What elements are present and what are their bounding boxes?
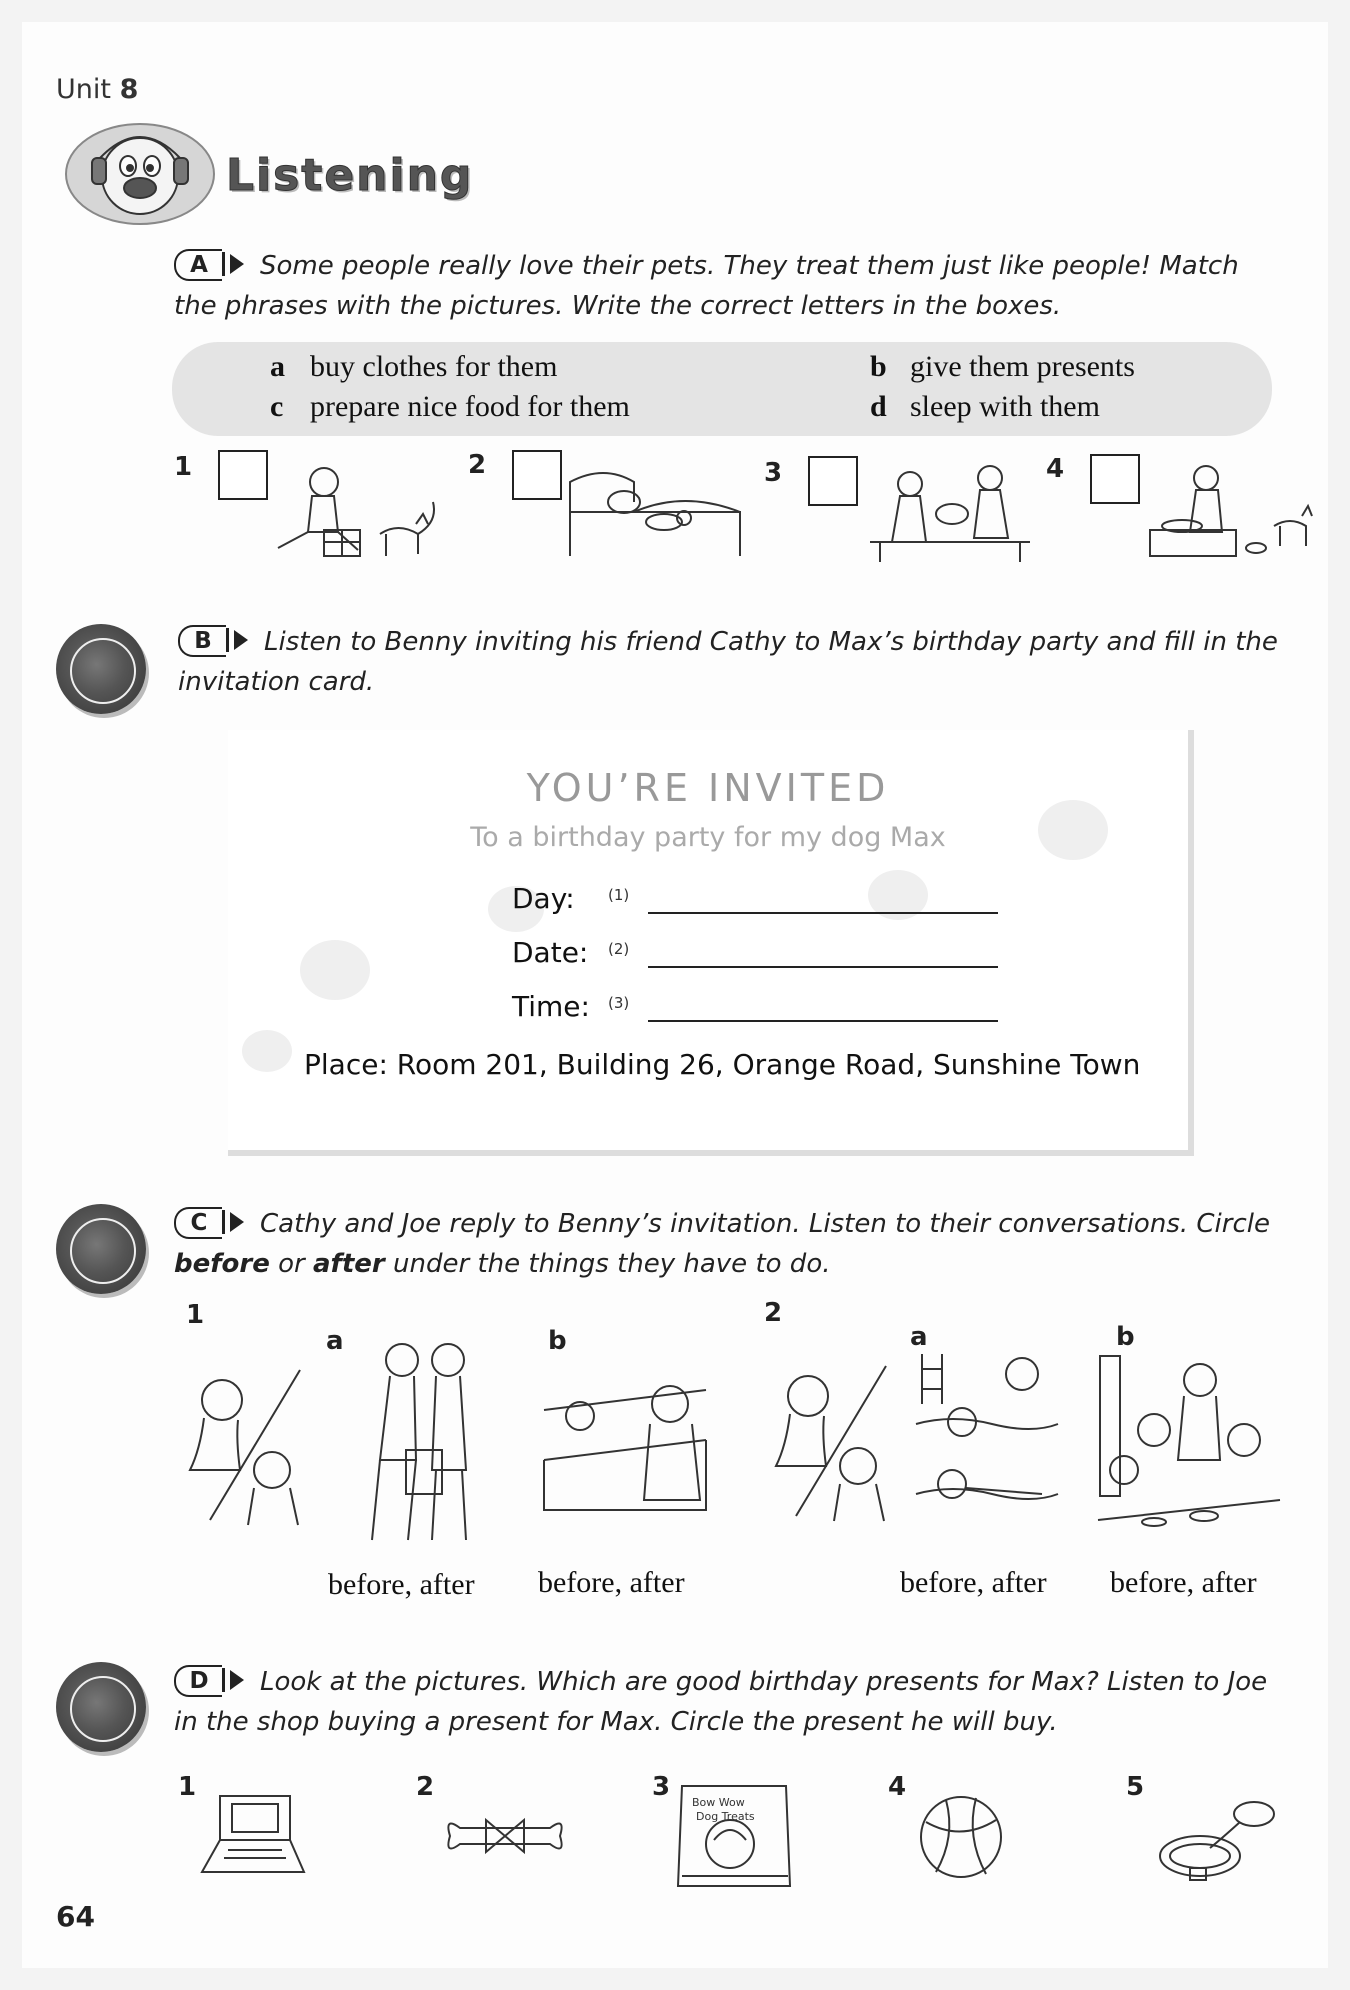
treats-label-2: Dog Treats [696,1810,755,1823]
bone-with-bow-icon[interactable] [440,1806,570,1866]
d-item-number: 1 [178,1772,197,1802]
c-option-letter: a [910,1322,928,1352]
exercise-b-instruction: B Listen to Benny inviting his friend Cathy to Max’s birthday party and fill in the invitation card. [178,627,1278,697]
exercise-d-badge: D [174,1665,248,1695]
c-option-letter: a [326,1326,344,1356]
phrase-b: b give them presents [870,350,1135,383]
a-item-number: 1 [174,452,193,482]
time-label: Time: [512,990,590,1023]
phrase-c: c prepare nice food for them [270,390,630,423]
c-group-number: 1 [186,1300,205,1330]
ball-icon[interactable] [916,1792,1006,1882]
family-dinner-icon [1094,1350,1284,1550]
answer-box-1[interactable] [218,450,268,500]
d-item-number: 4 [888,1772,907,1802]
d-item-number: 3 [652,1772,671,1802]
exercise-a-instruction: A Some people really love their pets. They treat them just like people! Match the phrases with the pictures. Write the correct letters in the boxes. [174,251,1239,321]
c-option-letter: b [548,1326,567,1356]
girls-dressing-dog-icon [860,462,1040,564]
time-number: (3) [608,994,630,1012]
cd-audio-icon[interactable] [56,1662,146,1752]
paw-print-icon [242,1030,292,1072]
exercise-c-badge: C [174,1207,248,1237]
dog-collar-leash-icon[interactable] [1150,1790,1280,1886]
a-item-number: 3 [764,458,783,488]
people-at-counter-icon [540,1370,710,1520]
day-label: Day: [512,882,575,915]
date-number: (2) [608,940,630,958]
day-answer-line[interactable] [648,912,998,914]
invitation-heading: YOU’RE INVITED [526,766,890,810]
day-number: (1) [608,886,630,904]
page-number: 64 [56,1900,95,1933]
exercise-a-badge: A [174,249,248,279]
answer-box-3[interactable] [808,456,858,506]
c-option-letter: b [1116,1322,1135,1352]
exercise-c-instruction: C Cathy and Joe reply to Benny’s invitation. Listen to their conversations. Circle before or after under the things they have to do. [174,1209,1270,1279]
invitation-card [228,730,1194,1156]
girl-sleeping-with-dog-icon [564,462,744,562]
choice-1b[interactable]: before, after [538,1566,685,1599]
dog-treats-bag-icon[interactable] [676,1780,796,1892]
a-item-number: 2 [468,450,487,480]
cd-audio-icon[interactable] [56,624,146,714]
section-title: Listening [226,150,474,201]
answer-box-2[interactable] [512,450,562,500]
kids-swimming-icon [912,1344,1062,1544]
boy-giving-present-to-cat-icon [268,462,448,562]
treats-label-1: Bow Wow [692,1796,745,1809]
a-item-number: 4 [1046,454,1065,484]
date-label: Date: [512,936,589,969]
choice-1a[interactable]: before, after [328,1568,475,1601]
exercise-d-instruction: D Look at the pictures. Which are good birthday presents for Max? Listen to Joe in the shop buying a present for Max. Circle the present he will buy. [174,1667,1268,1737]
dog-headphones-logo-icon [60,118,220,230]
phone-call-icon [180,1360,310,1530]
girls-shopping-icon [336,1330,496,1560]
time-answer-line[interactable] [648,1020,998,1022]
paw-print-icon [300,940,370,1000]
d-item-number: 5 [1126,1772,1145,1802]
choice-2a[interactable]: before, after [900,1566,1047,1599]
choice-2b[interactable]: before, after [1110,1566,1257,1599]
unit-label: Unit 8 [56,74,139,105]
invitation-place: Place: Room 201, Building 26, Orange Road, Sunshine Town [304,1048,1141,1081]
date-answer-line[interactable] [648,966,998,968]
invitation-subheading: To a birthday party for my dog Max [470,822,946,853]
phone-call-icon [766,1356,896,1526]
phrase-d: d sleep with them [870,390,1100,423]
phrase-a: a buy clothes for them [270,350,558,383]
boy-cooking-for-cat-icon [1140,460,1320,562]
exercise-b-badge: B [178,625,252,655]
c-group-number: 2 [764,1298,783,1328]
d-item-number: 2 [416,1772,435,1802]
answer-box-4[interactable] [1090,454,1140,504]
laptop-icon[interactable] [198,1790,308,1882]
cd-audio-icon[interactable] [56,1204,146,1294]
